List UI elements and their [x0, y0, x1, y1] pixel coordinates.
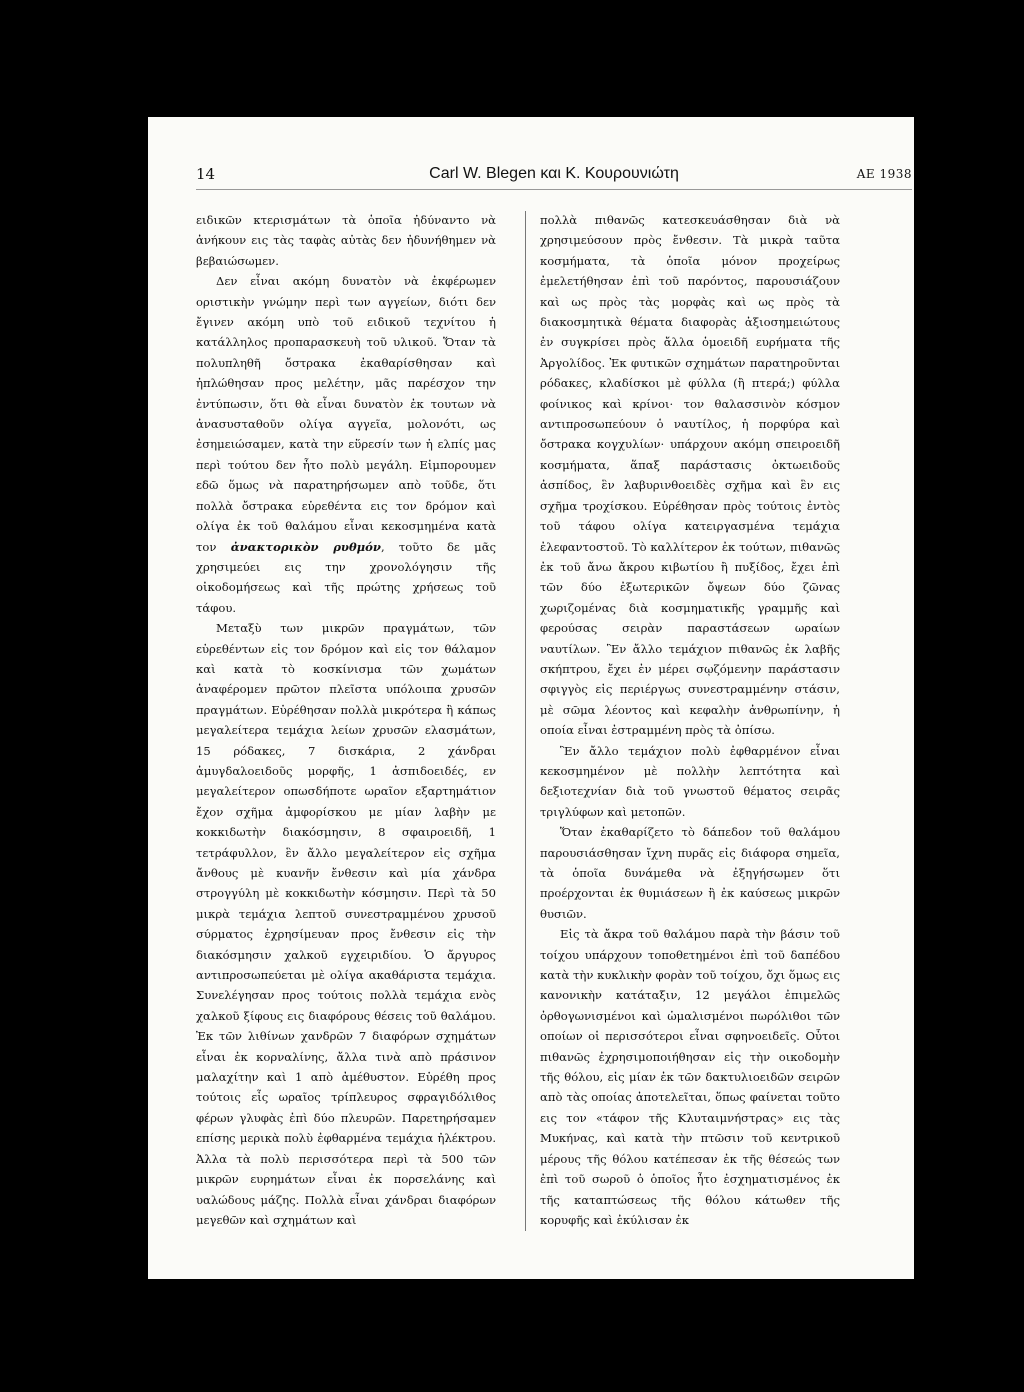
- page: [148, 117, 914, 1279]
- paragraph: Ὅταν ἐκαθαρίζετο τὸ δάπεδον τοῦ θαλάμου παρουσιάσθησαν ἴχνη πυρᾶς εἰς διάφορα σημεῖα, τὰ ὁποῖα δυνάμεθα νὰ ἐξηγήσωμεν ὅτι προέρχονται ἐκ θυμιάσεων ἢ ἐκ καύσεως μικρῶν θυσιῶν.: [540, 825, 840, 921]
- header-rule: [196, 189, 912, 190]
- page-header: [196, 162, 912, 186]
- paragraph-text: Δεν εἶναι ακόμη δυνατὸν νὰ ἐκφέρωμεν οριστικὴν γνώμην περὶ των αγγείων, διότι δεν ἔγινεν ακόμη υπὸ τοῦ ειδικοῦ τεχνίτου ἡ κατάλληλος προπαρασκευὴ τοῦ υλικοῦ. Ὅταν τὰ πολυπληθῆ ὄστρακα ἐκαθαρίσθησαν καὶ ἠπλώθησαν προς μελέτην, μᾶς παρέσχον την ἐντύπωσιν, ὅτι θὰ εἶναι δυνατὸν ἐκ τουτων νὰ ἀνασυσταθοῦν ολίγα αγγεῖα, μολονότι, ως ἐσημειώσαμεν, κατὰ την εὕρεσίν των ἡ ελπίς μας περὶ τούτου δεν ἦτο πολὺ μεγάλη. Εἰμπορουμεν εδῶ ὅμως νὰ παρατηρήσωμεν απὸ τοῦδε, ὅτι πολλὰ ὄστρακα εὑρεθέντα εις τον δρόμον καὶ ολίγα ἐκ τοῦ θαλάμου εἶναι κεκοσμημένα κατὰ τον: [196, 274, 496, 554]
- left-column: [196, 210, 496, 1260]
- emphasized-term: ἀνακτορικὸν ρυθμόν: [230, 539, 381, 554]
- paragraph-tail: , τοῦτο δε μᾶς χρησιμεύει εις την χρονολόγησιν τῆς οἰκοδομήσεως καὶ τῆς πρώτης χρήσεως τοῦ τάφου.: [196, 539, 496, 615]
- paragraph: [196, 271, 496, 618]
- paragraph: Ἓν ἄλλο τεμάχιον πολὺ ἐφθαρμένον εἶναι κεκοσμημένον μὲ πολλὴν λεπτότητα καὶ δεξιοτεχνίαν διὰ τοῦ γνωστοῦ θέματος σειρᾶς τριγλύφων καὶ μετοπῶν.: [540, 743, 840, 819]
- paragraph: Εἰς τὰ ἄκρα τοῦ θαλάμου παρὰ τὴν βάσιν τοῦ τοίχου υπάρχουν τοποθετημένοι ἐπὶ τοῦ δαπέδου κατὰ τὴν κυκλικὴν φορὰν τοῦ τοίχου, ὄχι ὅμως εις κανονικὴν κατάταξιν, 12 μεγάλοι ἐπιμελῶς ὀρθογωνισμένοι καὶ ὡμαλισμένοι πωρόλιθοι τῶν οποίων οἱ περισσότεροι εἶναι σφηνοειδεῖς. Οὗτοι πιθανῶς ἐχρησιμοποιήθησαν εἰς τὴν οικοδομὴν τῆς θόλου, εἰς μίαν ἐκ τῶν δακτυλιοειδῶν σειρῶν απὸ τὰς οποίας ἀποτελεῖται, ὅπως φαίνεται τοῦτο εις τον «τάφον τῆς Κλυταιμνήστρας» εις τὰς Μυκήνας, καὶ κατὰ τὴν πτῶσιν τοῦ κεντρικοῦ μέρους τῆς θόλου κατέπεσαν ἐκ τῆς θέσεώς των ἐπὶ τοῦ σωροῦ ὁ ὁποῖος ἦτο ἐσχηματισμένος ἐκ τῆς καταπτώσεως τῆς θόλου κάτωθεν τῆς κορυφῆς καὶ ἐκύλισαν ἐκ: [540, 927, 840, 1227]
- page-number: 14: [196, 165, 216, 183]
- running-head-authors: Carl W. Blegen και Κ. Κουρουνιώτη: [429, 165, 679, 182]
- running-head-journal: ΑΕ 1938: [856, 167, 912, 181]
- right-column: [540, 210, 840, 1260]
- column-divider: [525, 211, 526, 1231]
- paragraph: πολλὰ πιθανῶς κατεσκευάσθησαν διὰ νὰ χρησιμεύσουν πρὸς ἔνθεσιν. Τὰ μικρὰ ταῦτα κοσμήματα, τὰ ὁποῖα μόνον προχείρως ἐμελετήθησαν ἐπὶ τοῦ παρόντος, παρουσιάζουν καὶ ως πρὸς τὰς μορφὰς καὶ ως πρὸς τὰ διακοσμητικὰ θέματα διαφορὰς ἀξιοσημειώτους ἐν συγκρίσει πρὸς ἄλλα ὁμοειδῆ ευρήματα τῆς Ἀργολίδος. Ἐκ φυτικῶν σχημάτων παρατηροῦνται ρόδακες, κλαδίσκοι μὲ φύλλα (ἢ πτερά;) φύλλα φοίνικος καὶ κρίνοι· τον θαλασσινὸν κόσμον αντιπροσωπεύουν ὁ ναυτίλος, ἡ πορφύρα καὶ ὄστρακα κογχυλίων· υπάρχουν ακόμη σπειροειδῆ κοσμήματα, ἅπαξ παράστασις ὀκτωειδοῦς ἀσπίδος, ἓν λαβυρινθοειδὲς σχῆμα καὶ ἓν εις σχῆμα τροχίσκου. Εὑρέθησαν πρὸς τούτοις ἐντὸς τοῦ τάφου ολίγα κατειργασμένα τεμάχια ἐλεφαντοστοῦ. Τὸ καλλίτερον ἐκ τούτων, πιθανῶς ἐκ τοῦ ἄνω ἄκρου κιβωτίου ἢ πυξίδος, ἔχει ἐπὶ τῶν δύο ἐξωτερικῶν ὄψεων δύο ζῶνας χωριζομένας διὰ κοσμηματικῆς γραμμῆς καὶ φερούσας σειρὰν παραστάσεων ωραίων ναυτίλων. Ἓν ἄλλο τεμάχιον πιθανῶς ἐκ λαβῆς σκήπτρου, ἔχει ἐν μέρει σῳζόμενην παράστασιν σφιγγὸς εἰς περιέργως συνεστραμμένην στάσιν, μὲ σῶμα λέοντος καὶ κεφαλὴν ἀνθρωπίνην, ἡ οποία εἶναι ἐστραμμένη πρὸς τὰ ὀπίσω.: [540, 213, 840, 738]
- paragraph: Μεταξὺ των μικρῶν πραγμάτων, τῶν εὑρεθέντων εἰς τον δρόμον καὶ εἰς τον θάλαμον καὶ κατὰ τὸ κοσκίνισμα τῶν χωμάτων ἀναφέρομεν πρῶτον πλεῖστα υπόλοιπα χρυσῶν πραγμάτων. Εὑρέθησαν πολλὰ μικρότερα ἢ κάπως μεγαλείτερα τεμάχια λείων χρυσῶν ελασμάτων, 15 ρόδακες, 7 δισκάρια, 2 χάνδραι ἀμυγδαλοειδοῦς μορφῆς, 1 ἀσπιδοειδές, εν μεγαλείτερον οπωσδήποτε ωραῖον εξαρτημάτιον ἔχον σχῆμα ἀμφορίσκου με μίαν λαβὴν με κοκκιδωτὴν διακόσμησιν, 8 σφαιροειδῆ, 1 τετράφυλλον, ἓν ἄλλο μεγαλείτερον εἰς σχῆμα ἄνθους μὲ κυανῆν ἔνθεσιν καὶ μία χάνδρα στρογγύλη μὲ κοκκιδωτὴν κόσμησιν. Περὶ τὰ 50 μικρὰ τεμάχια λεπτοῦ συνεστραμμένου χρυσοῦ σύρματος ἐχρησίμευαν προς ἔνθεσιν εἰς τὴν διακόσμησιν χαλκοῦ εγχειριδίου. Ὁ ἄργυρος αντιπροσωπεύεται μὲ ολίγα ακαθάριστα τεμάχια. Συνελέγησαν προς τούτοις πολλὰ τεμάχια ενὸς χαλκοῦ ξίφους εις διαφόρους θέσεις τοῦ θαλάμου. Ἐκ τῶν λιθίνων χανδρῶν 7 διαφόρων σχημάτων εἶναι ἐκ κορναλίνης, ἄλλα τινὰ απὸ πράσινον μαλαχίτην καὶ 1 απὸ ἀμέθυστον. Εὑρέθη προς τούτοις εἷς ωραῖος τρίπλευρος σφραγιδόλιθος φέρων γλυφὰς ἐπὶ δύο πλευρῶν. Παρετηρήσαμεν επίσης μερικὰ πολὺ ἐφθαρμένα τεμάχια ἠλέκτρου. Ἀλλα τὰ πολὺ περισσότερα περὶ τὰ 500 τῶν μικρῶν ευρημάτων εἶναι ἐκ πορσελάνης καὶ υαλώδους μάζης. Πολλὰ εἶναι χάνδραι διαφόρων μεγεθῶν καὶ σχημάτων καὶ: [196, 621, 496, 1227]
- paragraph: ειδικῶν κτερισμάτων τὰ ὁποῖα ἠδύναντο νὰ ἀνήκουν εις τὰς ταφὰς αὐτὰς δεν ἠδυνήθημεν νὰ βεβαιώσωμεν.: [196, 213, 496, 268]
